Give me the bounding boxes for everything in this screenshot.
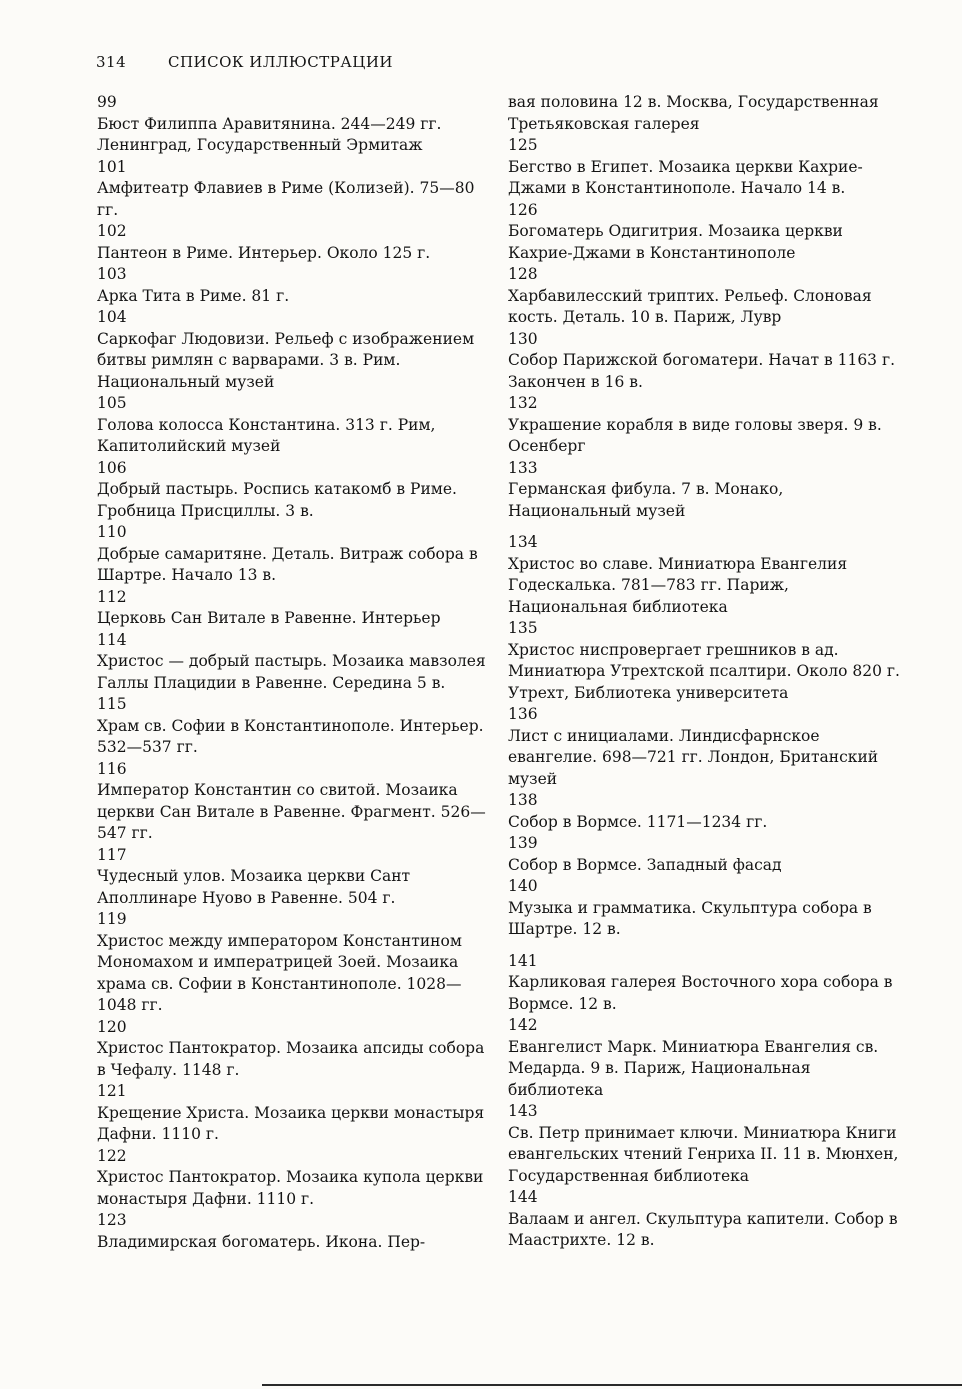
- illustration-caption: Музыка и грамматика. Скульптура собора в Шартре. 12 в.: [508, 898, 872, 938]
- illustration-number: 103: [97, 265, 127, 283]
- illustration-number: 114: [97, 630, 127, 649]
- caption-entry: [508, 532, 900, 618]
- illustration-number: 135: [508, 619, 538, 637]
- continued-entry-text: вая половина 12 в. Москва, Государственная Третьяковская галерея: [508, 93, 879, 133]
- illustration-caption: Христос — добрый пастырь. Мозаика мавзолея Галлы Плацидии в Равенне. Середина 5 в.: [97, 652, 486, 692]
- caption-entry: [97, 1081, 489, 1146]
- illustration-caption: Христос между императором Константином Мономахом и императрицей Зоей. Мозаика храма св. Софии в Константинополе. 1028—1048 гг.: [97, 931, 462, 1014]
- illustration-number: 142: [508, 1016, 538, 1034]
- caption-entry: [508, 329, 900, 394]
- illustration-caption: Чудесный улов. Мозаика церкви Сант Аполлинаре Нуово в Равенне. 504 г.: [97, 867, 411, 907]
- illustration-number: 139: [508, 834, 538, 852]
- caption-entry: [97, 694, 489, 759]
- illustration-caption: Христос во славе. Миниатюра Евангелия Годескалька. 781—783 гг. Париж, Национальная библиотека: [508, 554, 848, 616]
- illustration-number: 115: [97, 695, 127, 713]
- illustration-number: 144: [508, 1188, 538, 1206]
- illustration-caption: Собор Парижской богоматери. Начат в 1163 г. Закончен в 16 в.: [508, 351, 896, 391]
- illustration-number: 104: [97, 308, 127, 326]
- caption-entry: [508, 876, 900, 941]
- illustration-number: 136: [508, 705, 538, 723]
- illustration-caption: Карликовая галерея Восточного хора собора в Вормсе. 12 в.: [508, 973, 893, 1013]
- illustration-caption: Собор в Вормсе. 1171—1234 гг.: [508, 812, 768, 831]
- illustration-caption: Крещение Христа. Мозаика церкви монастыря Дафни. 1110 г.: [97, 1103, 485, 1143]
- illustration-number: 120: [97, 1017, 127, 1036]
- illustration-caption: Добрые самаритяне. Деталь. Витраж собора в Шартре. Начало 13 в.: [97, 544, 478, 584]
- right-column-entries: [508, 135, 900, 1252]
- illustration-number: 119: [97, 910, 127, 928]
- illustration-caption: Христос Пантократор. Мозаика купола церкви монастыря Дафни. 1110 г.: [97, 1168, 484, 1208]
- running-header: [96, 52, 393, 72]
- page-number: 314: [96, 53, 127, 71]
- illustration-number: 125: [508, 136, 538, 154]
- illustration-caption: Церковь Сан Витале в Равенне. Интерьер: [97, 609, 441, 627]
- caption-entry: [508, 1187, 900, 1252]
- left-column: [97, 92, 489, 1253]
- illustration-caption: Бюст Филиппа Аравитянина. 244—249 гг. Ленинград, Государственный Эрмитаж: [97, 114, 442, 154]
- illustration-caption: Собор в Вормсе. Западный фасад: [508, 855, 782, 874]
- caption-entry: [97, 1210, 489, 1253]
- illustration-caption: Амфитеатр Флавиев в Риме (Колизей). 75—80 гг.: [97, 179, 475, 219]
- bottom-rule: [262, 1384, 962, 1386]
- illustration-number: 112: [97, 587, 127, 606]
- illustration-caption: Св. Петр принимает ключи. Миниатюра Книги евангельских чтений Генриха II. 11 в. Мюнхен, Государственная библиотека: [508, 1123, 899, 1185]
- illustration-caption: Пантеон в Риме. Интерьер. Около 125 г.: [97, 243, 431, 262]
- caption-entry: [97, 92, 489, 157]
- illustration-number: 123: [97, 1211, 127, 1229]
- illustration-caption: Саркофаг Людовизи. Рельеф с изображением битвы римлян с варварами. 3 в. Рим. Национальный музей: [97, 329, 475, 391]
- illustration-number: 101: [97, 157, 127, 176]
- caption-entry: [508, 264, 900, 329]
- caption-entry: [508, 790, 900, 833]
- illustration-number: 134: [508, 533, 538, 551]
- illustration-number: 133: [508, 458, 538, 477]
- caption-entry: [97, 587, 489, 630]
- caption-entry: [97, 221, 489, 264]
- illustration-caption: Бегство в Египет. Мозаика церкви Кахрие-Джами в Константинополе. Начало 14 в.: [508, 157, 863, 197]
- illustration-number: 122: [97, 1146, 127, 1165]
- caption-entry: [508, 833, 900, 876]
- caption-entry: [97, 458, 489, 523]
- caption-entry: [97, 264, 489, 307]
- illustration-number: 128: [508, 265, 538, 283]
- right-column: [508, 92, 900, 1252]
- illustration-caption: Храм св. Софии в Константинополе. Интерьер. 532—537 гг.: [97, 716, 484, 756]
- illustration-caption: Германская фибула. 7 в. Монако, Национальный музей: [508, 480, 784, 520]
- illustration-number: 116: [97, 759, 127, 778]
- caption-entry: [508, 135, 900, 200]
- caption-entry: [508, 704, 900, 790]
- illustration-number: 121: [97, 1082, 127, 1100]
- caption-entry: [97, 1017, 489, 1082]
- illustration-caption: Богоматерь Одигитрия. Мозаика церкви Кахрие-Джами в Константинополе: [508, 222, 843, 262]
- illustration-number: 126: [508, 200, 538, 219]
- caption-entry: [508, 1101, 900, 1187]
- illustration-caption: Евангелист Марк. Миниатюра Евангелия св. Медарда. 9 в. Париж, Национальная библиотека: [508, 1037, 879, 1099]
- caption-entry: [97, 630, 489, 695]
- illustration-number: 106: [97, 458, 127, 477]
- illustration-number: 130: [508, 329, 538, 348]
- illustration-caption: Харбавилесский триптих. Рельеф. Слоновая кость. Деталь. 10 в. Париж, Лувр: [508, 286, 872, 326]
- caption-entry: [508, 393, 900, 458]
- illustration-caption: Голова колосса Константина. 313 г. Рим, Капитолийский музей: [97, 415, 436, 455]
- illustration-caption: Арка Тита в Риме. 81 г.: [97, 286, 290, 305]
- caption-entry: [508, 951, 900, 1016]
- caption-entry: [508, 458, 900, 523]
- illustration-number: 132: [508, 394, 538, 412]
- caption-entry: [508, 200, 900, 265]
- caption-entry: [97, 157, 489, 222]
- illustration-number: 140: [508, 877, 538, 895]
- illustration-caption: Лист с инициалами. Линдисфарнское евангелие. 698—721 гг. Лондон, Британский музей: [508, 726, 879, 788]
- caption-entry: [508, 1015, 900, 1101]
- illustration-number: 105: [97, 394, 127, 412]
- illustration-number: 141: [508, 951, 538, 970]
- caption-entry: [97, 845, 489, 910]
- illustration-number: 117: [97, 845, 127, 864]
- caption-entry: [97, 909, 489, 1017]
- illustration-caption: Христос ниспровергает грешников в ад. Миниатюра Утрехтской псалтири. Около 820 г. Утрехт, Библиотека университета: [508, 640, 900, 702]
- illustration-number: 102: [97, 222, 127, 240]
- illustration-number: 110: [97, 523, 127, 541]
- caption-entry: [508, 618, 900, 704]
- illustration-caption: Император Константин со свитой. Мозаика церкви Сан Витале в Равенне. Фрагмент. 526—547 гг.: [97, 781, 486, 842]
- illustration-caption: Христос Пантократор. Мозаика апсиды собора в Чефалу. 1148 г.: [97, 1039, 485, 1079]
- illustration-caption: Валаам и ангел. Скульптура капители. Собор в Маастрихте. 12 в.: [508, 1209, 898, 1249]
- caption-entry: [97, 1146, 489, 1211]
- illustration-number: 138: [508, 791, 538, 809]
- illustration-caption: Добрый пастырь. Роспись катакомб в Риме. Гробница Присциллы. 3 в.: [97, 480, 457, 520]
- illustration-caption: Владимирская богоматерь. Икона. Пер-: [97, 1232, 426, 1251]
- caption-entry: [97, 759, 489, 845]
- running-title: СПИСОК ИЛЛЮСТРАЦИИ: [168, 53, 393, 71]
- caption-entry: [97, 522, 489, 587]
- caption-entry: [97, 393, 489, 458]
- illustration-number: 99: [97, 93, 117, 111]
- illustration-caption: Украшение корабля в виде головы зверя. 9 в. Осенберг: [508, 415, 882, 455]
- caption-entry: [97, 307, 489, 393]
- illustration-number: 143: [508, 1102, 538, 1120]
